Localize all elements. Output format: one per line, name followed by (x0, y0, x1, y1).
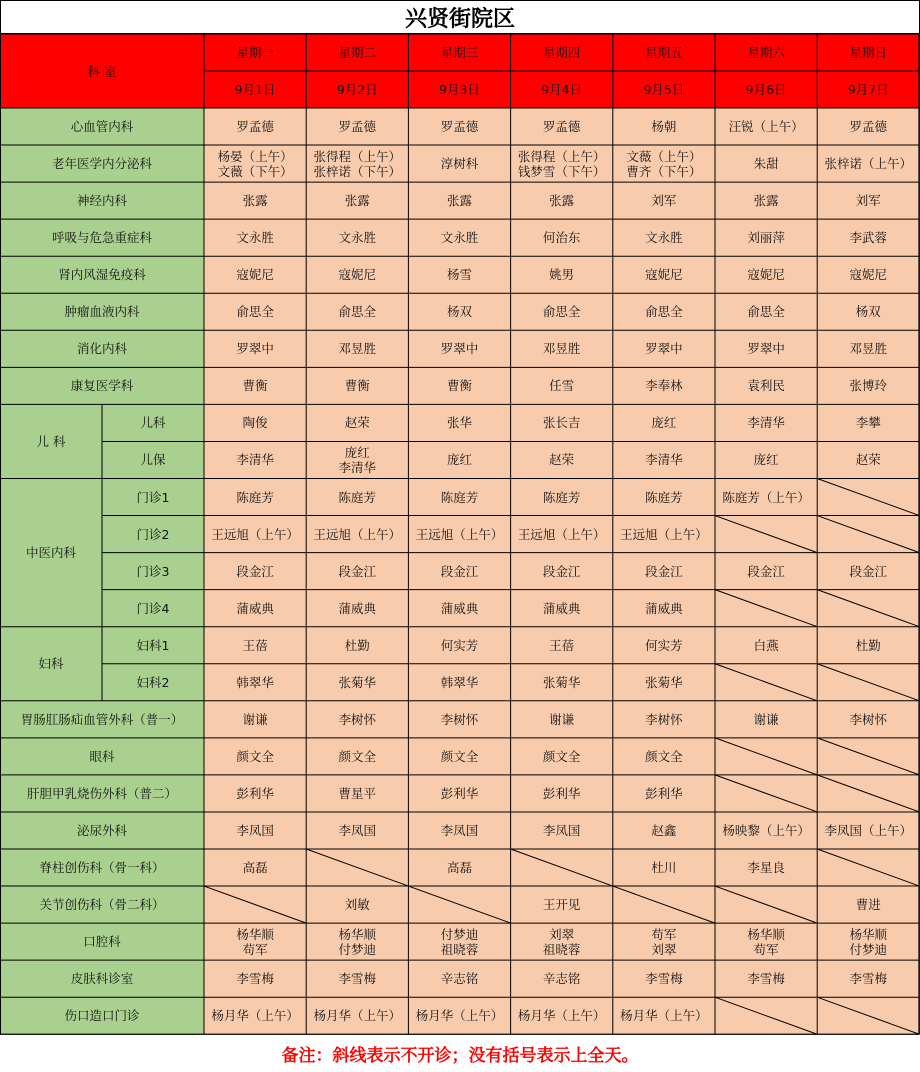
doctor-cell: 刘敏 (306, 886, 408, 923)
doctor-cell: 彭利华 (511, 775, 613, 812)
doctor-cell: 辛志铭 (408, 960, 510, 997)
weekday-header: 星期一 (204, 34, 306, 71)
doctor-cell: 杜川 (613, 849, 715, 886)
doctor-cell: 白燕 (715, 627, 817, 664)
doctor-cell: 陈庭芳 (408, 479, 510, 516)
doctor-cell: 李雪梅 (715, 960, 817, 997)
doctor-cell: 杨月华（上午） (204, 997, 306, 1034)
doctor-cell: 王蓓 (511, 627, 613, 664)
weekday-header: 星期二 (306, 34, 408, 71)
doctor-cell: 赵荣 (306, 404, 408, 441)
doctor-cell: 李凤国（上午） (817, 812, 919, 849)
closed-cell (817, 516, 919, 553)
dept-header: 科 室 (0, 34, 204, 108)
doctor-cell: 罗孟德 (511, 108, 613, 145)
doctor-cell: 蒲威典 (408, 590, 510, 627)
dept-label: 肿瘤血液内科 (0, 293, 204, 330)
dept-label: 消化内科 (0, 330, 204, 367)
doctor-cell: 赵荣 (511, 441, 613, 478)
closed-cell (511, 849, 613, 886)
doctor-cell: 杨映黎（上午） (715, 812, 817, 849)
doctor-cell: 李雪梅 (613, 960, 715, 997)
doctor-cell: 彭利华 (408, 775, 510, 812)
doctor-cell: 王远旭（上午） (408, 516, 510, 553)
doctor-cell: 罗翠中 (613, 330, 715, 367)
closed-cell (817, 738, 919, 775)
doctor-cell: 张露 (204, 182, 306, 219)
doctor-cell: 刘军 (817, 182, 919, 219)
doctor-cell: 淳树科 (408, 145, 510, 182)
dept-label: 口腔科 (0, 923, 204, 960)
closed-cell (817, 997, 919, 1034)
doctor-cell: 杜勤 (817, 627, 919, 664)
doctor-cell: 李星良 (715, 849, 817, 886)
weekday-header: 星期五 (613, 34, 715, 71)
doctor-cell: 庞红 (715, 441, 817, 478)
doctor-cell: 李凤国 (408, 812, 510, 849)
doctor-cell: 李奉林 (613, 367, 715, 404)
doctor-cell: 寇妮尼 (613, 256, 715, 293)
dept-group-label: 中医内科 (0, 479, 102, 627)
doctor-cell: 段金江 (204, 553, 306, 590)
doctor-cell: 任雪 (511, 367, 613, 404)
doctor-cell: 辛志铭 (511, 960, 613, 997)
date-header: 9月7日 (817, 71, 919, 108)
doctor-cell: 刘翠 祖晓蓉 (511, 923, 613, 960)
date-header: 9月1日 (204, 71, 306, 108)
doctor-cell: 寇妮尼 (306, 256, 408, 293)
doctor-cell: 王蓓 (204, 627, 306, 664)
sub-dept-label: 门诊3 (102, 553, 204, 590)
dept-label: 老年医学内分泌科 (0, 145, 204, 182)
closed-cell (715, 664, 817, 701)
doctor-cell: 杨华顺 付梦迪 (306, 923, 408, 960)
doctor-cell: 俞思全 (613, 293, 715, 330)
doctor-cell: 李雪梅 (306, 960, 408, 997)
date-header: 9月3日 (408, 71, 510, 108)
doctor-cell: 段金江 (408, 553, 510, 590)
doctor-cell: 谢谦 (511, 701, 613, 738)
closed-cell (817, 590, 919, 627)
doctor-cell: 颜文全 (204, 738, 306, 775)
doctor-cell: 何实芳 (408, 627, 510, 664)
sub-dept-label: 门诊2 (102, 516, 204, 553)
dept-label: 肝胆甲乳烧伤外科（普二） (0, 775, 204, 812)
doctor-cell: 高磊 (408, 849, 510, 886)
dept-group-label: 儿 科 (0, 404, 102, 478)
doctor-cell: 李树怀 (817, 701, 919, 738)
doctor-cell: 邓昱胜 (817, 330, 919, 367)
doctor-cell: 文永胜 (306, 219, 408, 256)
sub-dept-label: 妇科2 (102, 664, 204, 701)
dept-label: 呼吸与危急重症科 (0, 219, 204, 256)
doctor-cell: 杨月华（上午） (306, 997, 408, 1034)
doctor-cell: 朱甜 (715, 145, 817, 182)
doctor-cell: 杨月华（上午） (511, 997, 613, 1034)
doctor-cell: 段金江 (817, 553, 919, 590)
doctor-cell: 蒲威典 (511, 590, 613, 627)
doctor-cell: 李清华 (613, 441, 715, 478)
doctor-cell: 杨雪 (408, 256, 510, 293)
doctor-cell: 何实芳 (613, 627, 715, 664)
weekday-header: 星期六 (715, 34, 817, 71)
doctor-cell: 张长吉 (511, 404, 613, 441)
doctor-cell: 李树怀 (306, 701, 408, 738)
doctor-cell: 李雪梅 (817, 960, 919, 997)
doctor-cell: 邓昱胜 (306, 330, 408, 367)
doctor-cell: 颜文全 (408, 738, 510, 775)
doctor-cell: 邓昱胜 (511, 330, 613, 367)
dept-label: 心血管内科 (0, 108, 204, 145)
doctor-cell: 杨月华（上午） (613, 997, 715, 1034)
doctor-cell: 蒲威典 (306, 590, 408, 627)
doctor-cell: 李树怀 (408, 701, 510, 738)
closed-cell (613, 886, 715, 923)
doctor-cell: 庞红 (613, 404, 715, 441)
date-header: 9月2日 (306, 71, 408, 108)
doctor-cell: 庞红 李清华 (306, 441, 408, 478)
doctor-cell: 陈庭芳 (204, 479, 306, 516)
closed-cell (817, 849, 919, 886)
doctor-cell: 张得程（上午） 张梓诺（下午） (306, 145, 408, 182)
doctor-cell: 罗孟德 (204, 108, 306, 145)
dept-label: 眼科 (0, 738, 204, 775)
dept-label: 肾内风湿免疫科 (0, 256, 204, 293)
doctor-cell: 张菊华 (306, 664, 408, 701)
date-header: 9月5日 (613, 71, 715, 108)
doctor-cell: 寇妮尼 (204, 256, 306, 293)
dept-label: 泌尿外科 (0, 812, 204, 849)
dept-label: 康复医学科 (0, 367, 204, 404)
doctor-cell: 李武蓉 (817, 219, 919, 256)
doctor-cell: 段金江 (613, 553, 715, 590)
doctor-cell: 罗翠中 (204, 330, 306, 367)
closed-cell (817, 775, 919, 812)
sub-dept-label: 门诊1 (102, 479, 204, 516)
doctor-cell: 李雪梅 (204, 960, 306, 997)
doctor-cell: 罗孟德 (408, 108, 510, 145)
doctor-cell: 刘军 (613, 182, 715, 219)
weekday-header: 星期四 (511, 34, 613, 71)
sub-dept-label: 门诊4 (102, 590, 204, 627)
doctor-cell: 李凤国 (306, 812, 408, 849)
doctor-cell: 袁利民 (715, 367, 817, 404)
footnote: 备注：斜线表示不开诊；没有括号表示上全天。 (281, 1045, 639, 1066)
doctor-cell: 文永胜 (408, 219, 510, 256)
doctor-cell: 张菊华 (511, 664, 613, 701)
doctor-cell: 赵鑫 (613, 812, 715, 849)
doctor-cell: 李树怀 (613, 701, 715, 738)
doctor-cell: 李清华 (204, 441, 306, 478)
doctor-cell: 张得程（上午） 钱梦雪（下午） (511, 145, 613, 182)
doctor-cell: 寇妮尼 (715, 256, 817, 293)
doctor-cell: 段金江 (306, 553, 408, 590)
doctor-cell: 陈庭芳 (613, 479, 715, 516)
closed-cell (408, 886, 510, 923)
doctor-cell: 李攀 (817, 404, 919, 441)
doctor-cell: 杨朝 (613, 108, 715, 145)
doctor-cell: 罗孟德 (306, 108, 408, 145)
dept-label: 皮肤科诊室 (0, 960, 204, 997)
doctor-cell: 罗翠中 (715, 330, 817, 367)
dept-label: 伤口造口门诊 (0, 997, 204, 1034)
doctor-cell: 王开见 (511, 886, 613, 923)
doctor-cell: 杨华顺 苟军 (715, 923, 817, 960)
doctor-cell: 王远旭（上午） (306, 516, 408, 553)
weekday-header: 星期日 (817, 34, 919, 71)
dept-label: 脊柱创伤科（骨一科） (0, 849, 204, 886)
doctor-cell: 颜文全 (613, 738, 715, 775)
doctor-cell: 颜文全 (511, 738, 613, 775)
doctor-cell: 曹进 (817, 886, 919, 923)
dept-group-label: 妇科 (0, 627, 102, 701)
doctor-cell: 杨华顺 付梦迪 (817, 923, 919, 960)
doctor-cell: 杨月华（上午） (408, 997, 510, 1034)
doctor-cell: 张露 (511, 182, 613, 219)
doctor-cell: 罗翠中 (408, 330, 510, 367)
doctor-cell: 苟军 刘翠 (613, 923, 715, 960)
doctor-cell: 俞思全 (204, 293, 306, 330)
dept-label: 胃肠肛肠疝血管外科（普一） (0, 701, 204, 738)
doctor-cell: 颜文全 (306, 738, 408, 775)
doctor-cell: 杨华顺 苟军 (204, 923, 306, 960)
closed-cell (715, 516, 817, 553)
closed-cell (817, 479, 919, 516)
doctor-cell: 文薇（上午） 曹齐（下午） (613, 145, 715, 182)
doctor-cell: 何治东 (511, 219, 613, 256)
doctor-cell: 段金江 (715, 553, 817, 590)
doctor-cell: 汪锐（上午） (715, 108, 817, 145)
doctor-cell: 谢谦 (715, 701, 817, 738)
doctor-cell: 李凤国 (204, 812, 306, 849)
doctor-cell: 陈庭芳 (511, 479, 613, 516)
doctor-cell: 付梦迪 祖晓蓉 (408, 923, 510, 960)
doctor-cell: 庞红 (408, 441, 510, 478)
doctor-cell: 张华 (408, 404, 510, 441)
doctor-cell: 赵荣 (817, 441, 919, 478)
doctor-cell: 杨双 (408, 293, 510, 330)
doctor-cell: 张露 (715, 182, 817, 219)
doctor-cell: 陈庭芳（上午） (715, 479, 817, 516)
doctor-cell: 刘丽萍 (715, 219, 817, 256)
dept-label: 关节创伤科（骨二科） (0, 886, 204, 923)
closed-cell (306, 849, 408, 886)
doctor-cell: 俞思全 (715, 293, 817, 330)
sub-dept-label: 儿科 (102, 404, 204, 441)
doctor-cell: 杨双 (817, 293, 919, 330)
doctor-cell: 张梓诺（上午） (817, 145, 919, 182)
doctor-cell: 张露 (306, 182, 408, 219)
doctor-cell: 曹衡 (204, 367, 306, 404)
weekday-header: 星期三 (408, 34, 510, 71)
doctor-cell: 蒲威典 (613, 590, 715, 627)
doctor-cell: 杜勤 (306, 627, 408, 664)
date-header: 9月6日 (715, 71, 817, 108)
doctor-cell: 王远旭（上午） (204, 516, 306, 553)
doctor-cell: 张菊华 (613, 664, 715, 701)
doctor-cell: 张博玲 (817, 367, 919, 404)
doctor-cell: 俞思全 (306, 293, 408, 330)
doctor-cell: 陶俊 (204, 404, 306, 441)
doctor-cell: 曹衡 (408, 367, 510, 404)
dept-label: 神经内科 (0, 182, 204, 219)
doctor-cell: 曹星平 (306, 775, 408, 812)
doctor-cell: 张露 (408, 182, 510, 219)
doctor-cell: 高磊 (204, 849, 306, 886)
closed-cell (715, 997, 817, 1034)
doctor-cell: 曹衡 (306, 367, 408, 404)
doctor-cell: 谢谦 (204, 701, 306, 738)
closed-cell (715, 590, 817, 627)
doctor-cell: 彭利华 (204, 775, 306, 812)
doctor-cell: 韩翠华 (204, 664, 306, 701)
doctor-cell: 段金江 (511, 553, 613, 590)
doctor-cell: 韩翠华 (408, 664, 510, 701)
closed-cell (715, 886, 817, 923)
doctor-cell: 王远旭（上午） (511, 516, 613, 553)
closed-cell (204, 886, 306, 923)
closed-cell (817, 664, 919, 701)
sub-dept-label: 儿保 (102, 441, 204, 478)
doctor-cell: 李凤国 (511, 812, 613, 849)
doctor-cell: 文永胜 (204, 219, 306, 256)
page-title: 兴贤街院区 (0, 0, 920, 34)
doctor-cell: 蒲威典 (204, 590, 306, 627)
doctor-cell: 文永胜 (613, 219, 715, 256)
doctor-cell: 寇妮尼 (817, 256, 919, 293)
closed-cell (715, 738, 817, 775)
sub-dept-label: 妇科1 (102, 627, 204, 664)
date-header: 9月4日 (511, 71, 613, 108)
doctor-cell: 姚男 (511, 256, 613, 293)
doctor-cell: 俞思全 (511, 293, 613, 330)
closed-cell (715, 775, 817, 812)
doctor-cell: 罗孟德 (817, 108, 919, 145)
doctor-cell: 陈庭芳 (306, 479, 408, 516)
doctor-cell: 杨晏（上午） 文薇（下午） (204, 145, 306, 182)
doctor-cell: 彭利华 (613, 775, 715, 812)
doctor-cell: 李清华 (715, 404, 817, 441)
doctor-cell: 王远旭（上午） (613, 516, 715, 553)
